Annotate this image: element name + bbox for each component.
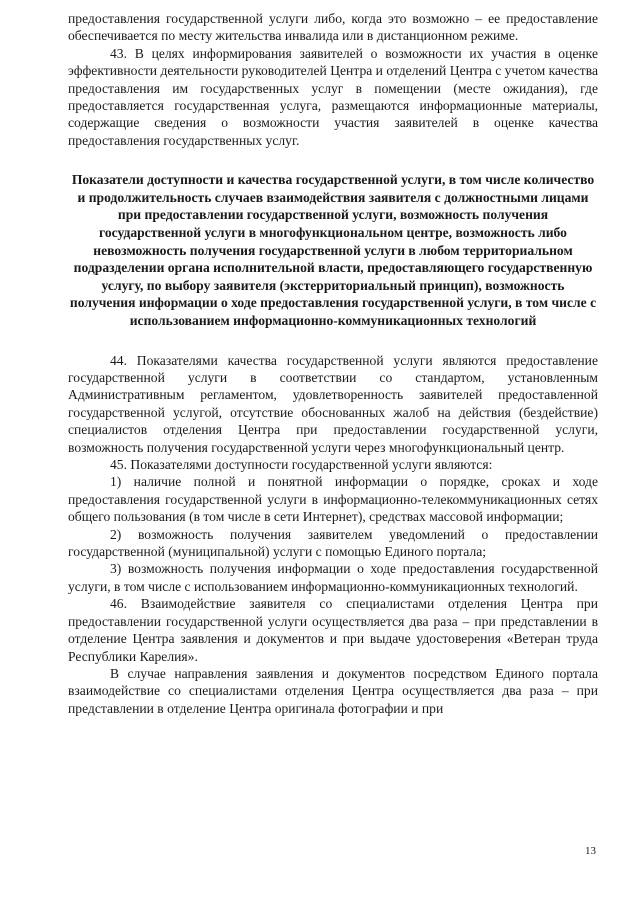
list-item-2: 2) возможность получения заявителем уведомлений о предоставлении государственной (муниципальной) услуги с помощью Единого портала; bbox=[68, 526, 598, 560]
section-heading: Показатели доступности и качества государственной услуги, в том числе количество и продолжительность случаев взаимодействия заявителя с должностными лицами при предоставлении государственной услуги, возможность получения государственной услуги в многофункциональном центре, возможность либо невозможность получения государственной услуги в любом территориальном подразделении органа исполнительной власти, предоставляющего государственную услугу, по выбору заявителя (экстерриториальный принцип), возможность получения информации о ходе предоставления государственной услуги, в том числе с использованием информационно-коммуникационных технологий bbox=[69, 172, 597, 328]
list-item-3: 3) возможность получения информации о ходе предоставления государственной услуги, в том числе с использованием информационно-коммуникационных технологий. bbox=[68, 561, 598, 594]
page-number: 13 bbox=[585, 845, 596, 857]
paragraph-44: 44. Показателями качества государственной услуги являются предоставление государственной услуги в соответствии со стандартом, установленным Административным регламентом, удовлетворенность заявителей предоставленной государственной услугой, отсутствие обоснованных жалоб на действия (бездействие) специалистов отделения Центра при предоставлении государственной услуги, возможность получения государственной услуги через многофункциональный центр. bbox=[68, 352, 598, 455]
paragraph-45: 45. Показателями доступности государственной услуги являются: bbox=[110, 457, 493, 473]
paragraph-continuation: предоставления государственной услуги либо, когда это возможно – ее предоставление обеспечивается по месту жительства инвалида или в дистанционном режиме. bbox=[68, 11, 598, 44]
document-page bbox=[68, 10, 598, 717]
paragraph-46: 46. Взаимодействие заявителя со специалистами отделения Центра при предоставлении государственной услуги осуществляется два раза – при представлении в отделение Центра заявления и документов и при выдаче удостоверения «Ветеран труда Республики Карелия». bbox=[68, 596, 598, 664]
list-item-1: 1) наличие полной и понятной информации о порядке, сроках и ходе предоставления государственной услуги в информационно-телекоммуникационных сетях общего пользования (в том числе в сети Интернет), средствах массовой информации; bbox=[68, 474, 598, 525]
paragraph-portal: В случае направления заявления и документов посредством Единого портала взаимодействие со специалистами отделения Центра осуществляется два раза – при представлении в отделение Центра оригинала фотографии и при bbox=[68, 665, 598, 716]
paragraph-43: 43. В целях информирования заявителей о возможности их участия в оценке эффективности деятельности руководителей Центра и отделений Центра с учетом качества предоставления им государственных услуг в помещении (месте ожидания), где предоставляется государственная услуга, размещаются информационные материалы, содержащие сведения о возможности участия заявителей в оценке качества предоставления государственных услуг. bbox=[68, 45, 598, 148]
